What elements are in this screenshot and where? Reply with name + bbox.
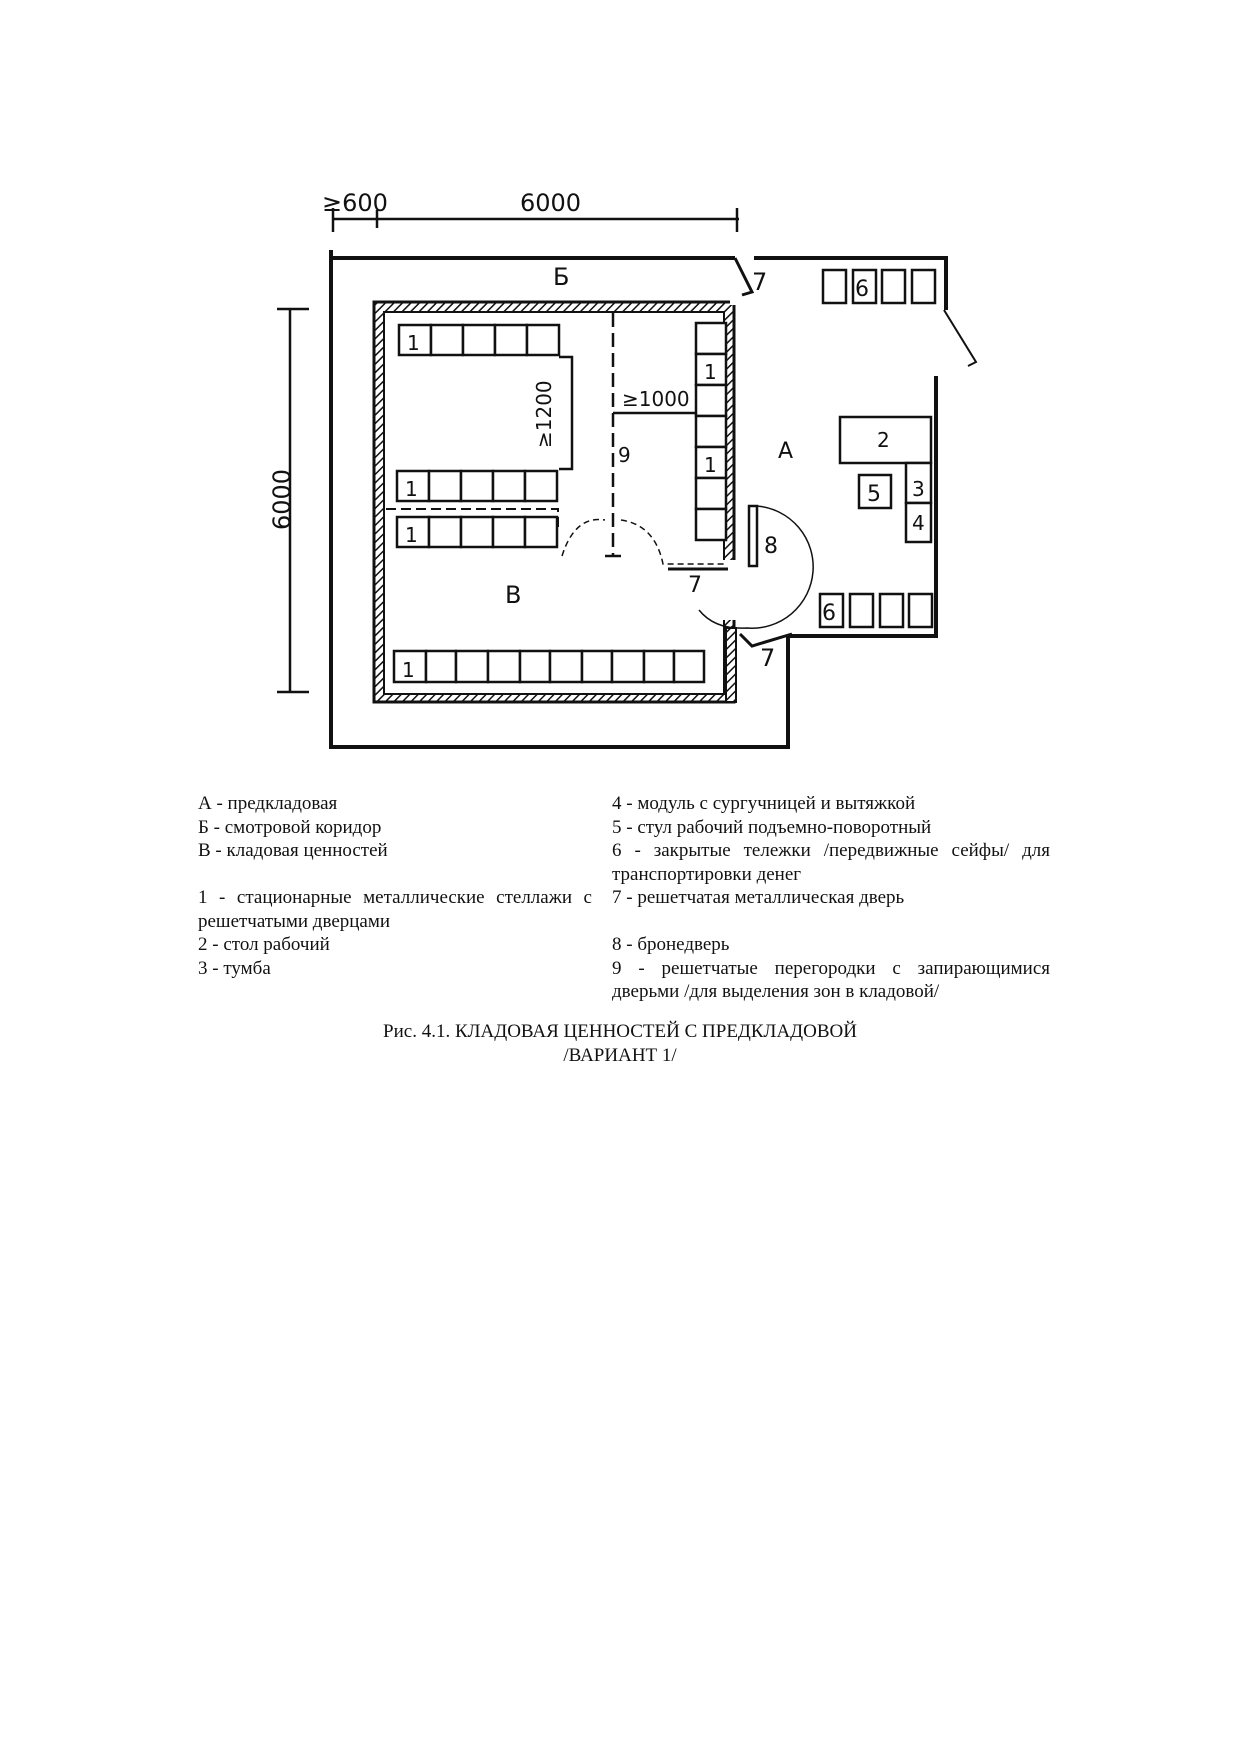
floor-plan-diagram (0, 0, 1240, 780)
legend-item-a: А - предкладовая (198, 793, 338, 814)
legend-item-b: Б - смотровой коридор (198, 816, 382, 838)
dimension-left-main: 6000 (268, 468, 296, 530)
legend-item-4: 4 - модуль с сургучницей и вытяжкой (612, 793, 916, 814)
marker-7-inner: 7 (688, 573, 702, 598)
shelf-column-right (696, 323, 726, 540)
marker-1: 1 (405, 477, 418, 501)
legend-spacer (612, 910, 1050, 934)
cart-row-bottom (820, 594, 932, 627)
marker-6-top: 6 (855, 277, 869, 302)
caption-line-1: Рис. 4.1. КЛАДОВАЯ ЦЕННОСТЕЙ С ПРЕДКЛАДОВОЙ (383, 1021, 857, 1042)
zone-label-a: А (778, 439, 794, 464)
shelf-row-top (399, 325, 559, 355)
figure-caption (0, 1020, 1240, 1067)
marker-3: 3 (912, 477, 925, 501)
legend-item-1: 1 - стационарные металлические стеллажи с решетчатыми дверцами (198, 887, 592, 932)
legend-right-column (612, 792, 1050, 1004)
shelf-row-lower (397, 517, 557, 547)
zone-label-v: В (505, 581, 522, 609)
legend-spacer (198, 863, 592, 887)
legend-item-9: 9 - решетчатые перегородки с запирающимися дверьми /для выделения зон в кладовой/ (612, 957, 1050, 1002)
legend-item-v: В - кладовая ценностей (198, 840, 388, 861)
zone-label-b: Б (553, 263, 570, 291)
dimension-top-main: 6000 (520, 189, 582, 217)
marker-7-top: 7 (752, 268, 768, 296)
marker-9: 9 (618, 443, 631, 467)
dimension-aisle: ≥1200 (532, 380, 556, 448)
legend-item-3: 3 - тумба (198, 957, 271, 979)
marker-1: 1 (704, 360, 717, 384)
shelf-row-bottom (394, 651, 704, 682)
marker-1: 1 (407, 331, 420, 355)
marker-1: 1 (704, 453, 717, 477)
dimension-passage: ≥1000 (622, 387, 690, 411)
caption-line-2: /ВАРИАНТ 1/ (563, 1044, 677, 1066)
cart-row-top (823, 270, 935, 303)
legend-item-2: 2 - стол рабочий (198, 934, 330, 955)
marker-1: 1 (405, 523, 418, 547)
shelf-row-middle (397, 471, 557, 501)
legend-left-column (198, 792, 592, 980)
marker-6-bottom: 6 (822, 601, 836, 626)
marker-8: 8 (764, 534, 778, 559)
marker-5: 5 (867, 482, 881, 507)
legend-item-5: 5 - стул рабочий подъемно-поворотный (612, 816, 932, 838)
marker-7-bottom: 7 (760, 644, 776, 672)
legend-item-8: 8 - бронедверь (612, 934, 730, 955)
vault-wall-corner (726, 628, 736, 702)
dimension-top-small: ≥600 (322, 189, 388, 217)
legend-item-7: 7 - решетчатая металлическая дверь (612, 887, 905, 908)
marker-2: 2 (877, 428, 890, 452)
marker-1: 1 (402, 658, 415, 682)
marker-4: 4 (912, 511, 925, 535)
exterior-door (944, 310, 976, 366)
legend-item-6: 6 - закрытые тележки /передвижные сейфы/ для транспортировки денег (612, 840, 1050, 885)
